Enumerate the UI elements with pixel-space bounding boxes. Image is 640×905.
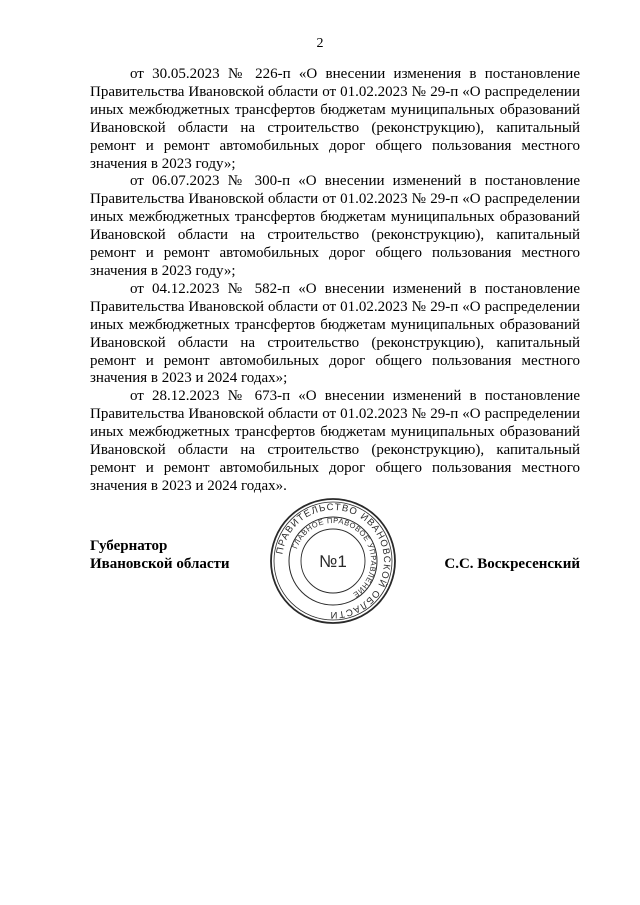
seal-number: №1 [319,552,347,571]
paragraph-resolution-673: от 28.12.2023 № 673-п «О внесении изменений в постановление Правительства Ивановской области от 01.02.2023 № 29-п «О распределении иных межбюджетных трансфертов бюджетам муниципальных образований Ивановской области на строительство (реконструкцию), капитальный ремонт и ремонт автомобильных дорог общего пользования местного значения в 2023 и 2024 годах». [90,388,580,494]
official-seal-stamp [268,496,398,626]
document-body [90,66,580,496]
signatory-title [90,537,230,573]
page-number: 2 [316,36,324,51]
seal-outer-text: ПРАВИТЕЛЬСТВО ИВАНОВСКОЙ ОБЛАСТИ [274,501,393,621]
signatory-title-line1: Губернатор [90,538,168,554]
signatory-title-line2: Ивановской области [90,556,230,572]
paragraph-resolution-300: от 06.07.2023 № 300-п «О внесении изменений в постановление Правительства Ивановской области от 01.02.2023 № 29-п «О распределении иных межбюджетных трансфертов бюджетам муниципальных образований Ивановской области на строительство (реконструкцию), капитальный ремонт и ремонт автомобильных дорог общего пользования местного значения в 2023 году»; [90,173,580,279]
paragraph-resolution-226: от 30.05.2023 № 226-п «О внесении изменения в постановление Правительства Ивановской области от 01.02.2023 № 29-п «О распределении иных межбюджетных трансфертов бюджетам муниципальных образований Ивановской области на строительство (реконструкцию), капитальный ремонт и ремонт автомобильных дорог общего пользования местного значения в 2023 году»; [90,66,580,172]
seal-inner-text: ГЛАВНОЕ ПРАВОВОЕ УПРАВЛЕНИЕ [290,515,379,600]
signatory-name: С.С. Воскресенский [444,556,580,572]
paragraph-resolution-582: от 04.12.2023 № 582-п «О внесении изменений в постановление Правительства Ивановской области от 01.02.2023 № 29-п «О распределении иных межбюджетных трансфертов бюджетам муниципальных образований Ивановской области на строительство (реконструкцию), капитальный ремонт и ремонт автомобильных дорог общего пользования местного значения в 2023 и 2024 годах»; [90,280,580,387]
